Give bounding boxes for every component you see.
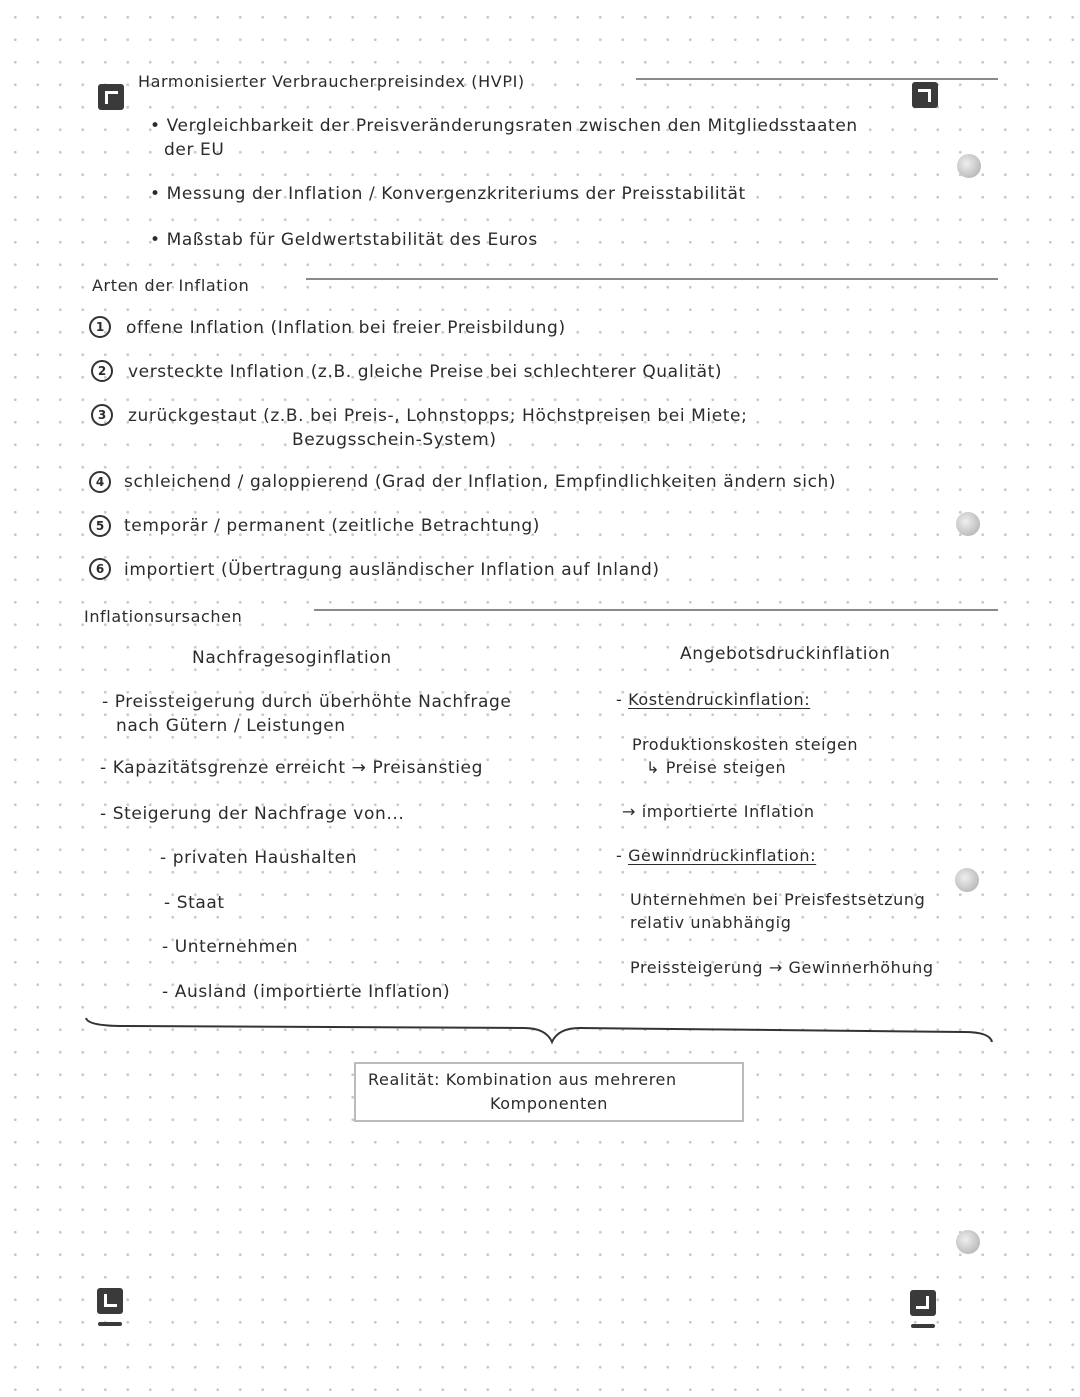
divider xyxy=(306,278,998,280)
kosten-line: ↳ Preise steigen xyxy=(646,758,787,777)
gewinn-label: Gewinndruckinflation: xyxy=(628,846,817,865)
corner-mark-top-left-icon xyxy=(98,84,124,110)
hvpi-bullet: • Messung der Inflation / Konvergenzkriteriums der Preisstabilität xyxy=(150,184,746,204)
gewinn-line: Preissteigerung → Gewinnerhöhung xyxy=(630,958,934,977)
corner-mark-top-right-icon xyxy=(912,82,938,108)
realitaet-text-cont: Komponenten xyxy=(490,1094,608,1113)
number-1-icon: 1 xyxy=(89,316,111,338)
angebot-title: Angebotsdruckinflation xyxy=(680,644,891,664)
arten-item: zurückgestaut (z.B. bei Preis-, Lohnstopps; Höchstpreisen bei Miete; xyxy=(128,406,748,426)
corner-bar-bottom-left xyxy=(98,1322,122,1326)
arten-item: offene Inflation (Inflation bei freier Preisbildung) xyxy=(126,318,566,338)
punch-hole-icon xyxy=(955,868,979,892)
corner-bar-bottom-right xyxy=(911,1324,935,1328)
number-6-icon: 6 xyxy=(89,558,111,580)
corner-mark-bottom-right-icon xyxy=(910,1290,936,1316)
arten-item: schleichend / galoppierend (Grad der Inflation, Empfindlichkeiten ändern sich) xyxy=(124,472,837,492)
nachfrage-point: - Kapazitätsgrenze erreicht → Preisanstieg xyxy=(100,758,483,778)
number-2-icon: 2 xyxy=(91,360,113,382)
kosten-label: Kostendruckinflation: xyxy=(628,690,811,709)
ursachen-heading: Inflationsursachen xyxy=(84,607,243,626)
gewinn-line: Unternehmen bei Preisfestsetzung xyxy=(630,890,926,909)
hvpi-heading: Harmonisierter Verbraucherpreisindex (HVPI) xyxy=(138,72,525,91)
arten-item: versteckte Inflation (z.B. gleiche Preise bei schlechterer Qualität) xyxy=(128,362,723,382)
hvpi-bullet: • Maßstab für Geldwertstabilität des Euros xyxy=(150,230,538,250)
nachfrage-sub: - Ausland (importierte Inflation) xyxy=(162,982,451,1002)
punch-hole-icon xyxy=(956,1230,980,1254)
kosten-line: → importierte Inflation xyxy=(622,802,815,821)
curly-brace-icon xyxy=(84,1012,996,1052)
hvpi-bullet: • Vergleichbarkeit der Preisveränderungsraten zwischen den Mitgliedsstaaten xyxy=(150,116,858,136)
nachfrage-sub: - Unternehmen xyxy=(162,937,299,957)
gewinn-bullet: - Gewinndruckinflation: xyxy=(616,846,817,865)
arten-item: temporär / permanent (zeitliche Betrachtung) xyxy=(124,516,540,536)
divider xyxy=(636,78,998,80)
number-5-icon: 5 xyxy=(89,515,111,537)
gewinn-line: relativ unabhängig xyxy=(630,913,792,932)
nachfrage-sub: - Staat xyxy=(164,893,225,913)
punch-hole-icon xyxy=(957,154,981,178)
number-4-icon: 4 xyxy=(89,471,111,493)
nachfrage-title: Nachfragesoginflation xyxy=(192,648,392,668)
nachfrage-point: - Preissteigerung durch überhöhte Nachfrage xyxy=(102,692,512,712)
nachfrage-point-cont: nach Gütern / Leistungen xyxy=(116,716,346,736)
hvpi-bullet-cont: der EU xyxy=(164,140,225,160)
arten-item-cont: Bezugsschein-System) xyxy=(292,430,497,450)
kosten-bullet: - Kostendruckinflation: xyxy=(616,690,811,709)
punch-hole-icon xyxy=(956,512,980,536)
number-3-icon: 3 xyxy=(91,404,113,426)
corner-mark-bottom-left-icon xyxy=(97,1288,123,1314)
nachfrage-point: - Steigerung der Nachfrage von... xyxy=(100,804,405,824)
arten-item: importiert (Übertragung ausländischer Inflation auf Inland) xyxy=(124,560,660,580)
realitaet-text: Realität: Kombination aus mehreren xyxy=(368,1070,677,1089)
nachfrage-sub: - privaten Haushalten xyxy=(160,848,358,868)
arten-heading: Arten der Inflation xyxy=(92,276,250,295)
kosten-line: Produktionskosten steigen xyxy=(632,735,859,754)
divider xyxy=(314,609,998,611)
